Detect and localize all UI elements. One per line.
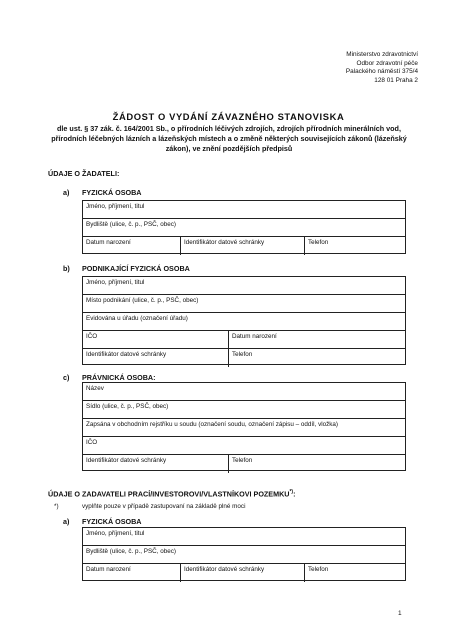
databox-field[interactable]: Identifikátor datové schránky: [86, 457, 167, 464]
table-row: [83, 437, 405, 455]
page-number: 1: [398, 610, 402, 617]
section-b-table: [82, 276, 406, 365]
table-row: [83, 383, 405, 401]
applicant-heading: ÚDAJE O ŽADATELI:: [48, 169, 120, 178]
cell-divider: [228, 455, 229, 473]
client-heading-text: ÚDAJE O ZADAVATELI PRACÍ/INVESTOROVI/VLASTNÍKOVI POZEMKU: [48, 489, 290, 499]
recipient-line: Palackého náměstí 375/4: [345, 68, 418, 76]
phone-field[interactable]: Telefon: [232, 457, 253, 464]
birth-date-field[interactable]: Datum narození: [232, 333, 277, 340]
cell-divider: [180, 564, 181, 582]
cell-divider: [304, 237, 305, 255]
databox-field[interactable]: Identifikátor datové schránky: [86, 351, 167, 358]
name-field[interactable]: Jméno, příjmení, titul: [86, 203, 145, 210]
section-a-table: [82, 200, 406, 254]
cell-divider: [228, 349, 229, 367]
section-b-heading: PODNIKAJÍCÍ FYZICKÁ OSOBA: [82, 264, 190, 273]
client-heading: [48, 489, 296, 498]
table-row: [83, 201, 405, 219]
section-a2-table: [82, 527, 406, 581]
section-a-heading: FYZICKÁ OSOBA: [82, 188, 142, 197]
databox-field[interactable]: Identifikátor datové schránky: [184, 566, 265, 573]
name-field[interactable]: Jméno, příjmení, titul: [86, 279, 145, 286]
table-row: [83, 331, 405, 349]
table-row: [83, 528, 405, 546]
table-row: [83, 349, 405, 367]
recipient-line: Odbor zdravotní péče: [356, 59, 418, 67]
table-row: [83, 237, 405, 255]
company-name-field[interactable]: Název: [86, 385, 104, 392]
table-row: [83, 295, 405, 313]
phone-field[interactable]: Telefon: [308, 239, 329, 246]
table-row: [83, 419, 405, 437]
address-field[interactable]: Bydliště (ulice, č. p., PSČ, obec): [86, 221, 176, 228]
table-row: [83, 564, 405, 582]
section-a2-letter: a): [63, 517, 70, 526]
table-row: [83, 277, 405, 295]
section-c-heading: PRÁVNICKÁ OSOBA:: [82, 373, 156, 382]
cell-divider: [180, 237, 181, 255]
cell-divider: [304, 564, 305, 582]
table-row: [83, 546, 405, 564]
birth-date-field[interactable]: Datum narození: [86, 239, 131, 246]
name-field[interactable]: Jméno, příjmení, titul: [86, 530, 145, 537]
cell-divider: [228, 331, 229, 348]
birth-date-field[interactable]: Datum narození: [86, 566, 131, 573]
recipient-line: Ministerstvo zdravotnictví: [346, 51, 418, 58]
footnote-marker: *): [289, 489, 294, 495]
section-a-letter: a): [63, 188, 70, 197]
databox-field[interactable]: Identifikátor datové schránky: [184, 239, 265, 246]
phone-field[interactable]: Telefon: [232, 351, 253, 358]
document-subtitle: dle ust. § 37 zák. č. 164/2001 Sb., o přírodních léčivých zdrojích, zdrojích přírodních minerálních vod, přírodních léčebných lázních a lázeňských místech a o změně některých souvisejících zákonů (lázeňský zákon), ve znění pozdějších předpisů: [51, 124, 407, 153]
seat-field[interactable]: Sídlo (ulice, č. p., PSČ, obec): [86, 403, 169, 410]
business-place-field[interactable]: Místo podnikání (ulice, č. p., PSČ, obec): [86, 297, 199, 304]
table-row: [83, 401, 405, 419]
recipient-line: 128 01 Praha 2: [374, 76, 418, 84]
table-row: [83, 455, 405, 473]
phone-field[interactable]: Telefon: [308, 566, 329, 573]
commercial-register-field[interactable]: Zapsána v obchodním rejstříku u soudu (označení soudu, označení zápisu – oddíl, vložka): [86, 421, 339, 428]
table-row: [83, 219, 405, 237]
ico-field[interactable]: IČO: [86, 439, 98, 446]
section-b-letter: b): [63, 264, 70, 273]
address-field[interactable]: Bydliště (ulice, č. p., PSČ, obec): [86, 548, 176, 555]
registration-office-field[interactable]: Evidována u úřadu (označení úřadu): [86, 315, 188, 322]
ico-field[interactable]: IČO: [86, 333, 98, 340]
section-a2-heading: FYZICKÁ OSOBA: [82, 517, 142, 526]
footnote-mark: *): [54, 503, 59, 510]
table-row: [83, 313, 405, 331]
recipient-address: [300, 51, 418, 85]
client-heading-colon: :: [293, 489, 296, 499]
section-c-table: [82, 382, 406, 471]
footnote-text: vyplňte pouze v případě zastupovaní na základě plné moci: [82, 503, 246, 510]
section-c-letter: c): [63, 373, 70, 382]
document-title: ŽÁDOST O VYDÁNÍ ZÁVAZNÉHO STANOVISKA: [112, 111, 345, 122]
